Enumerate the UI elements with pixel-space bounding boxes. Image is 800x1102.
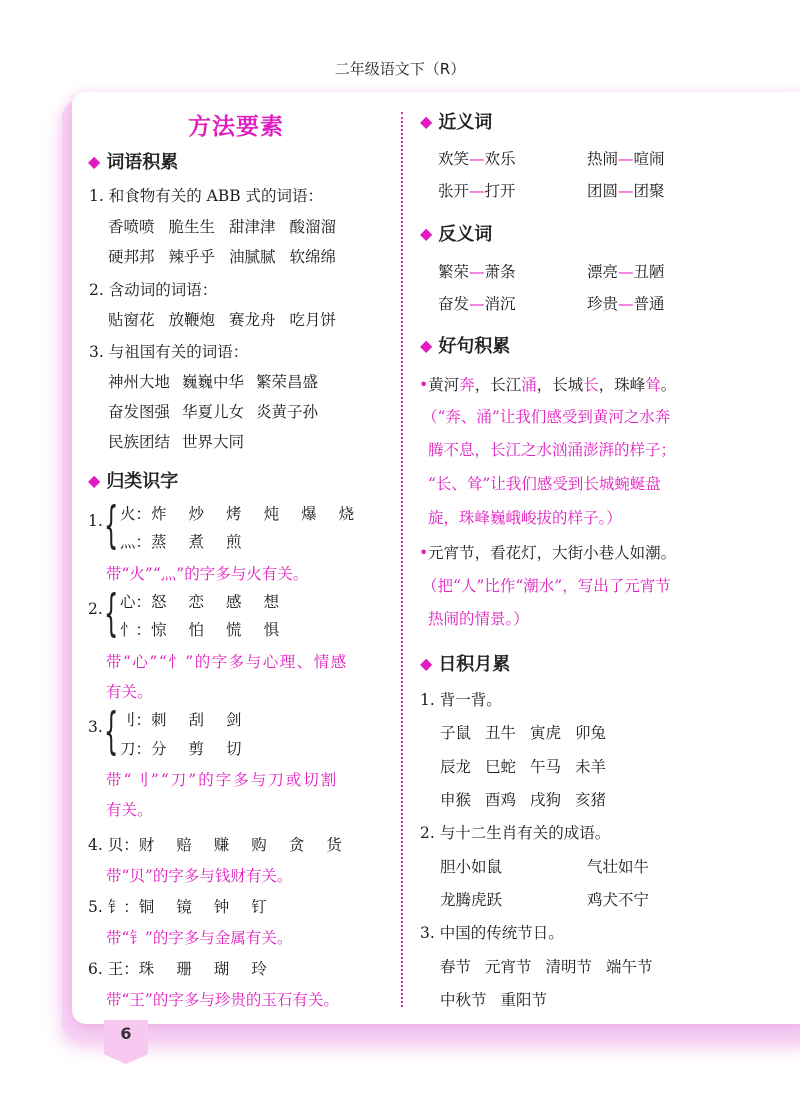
char: 剑: [226, 711, 242, 729]
radical-label: 6. 王：: [88, 960, 139, 978]
radical-label: 灬：: [120, 533, 152, 551]
sentence-note: 腾不息，长江之水汹涌澎湃的样子；: [428, 441, 677, 459]
char: 烤: [226, 505, 242, 523]
word: 亥猪: [575, 791, 607, 809]
word: 酉鸡: [485, 791, 517, 809]
word: 中秋节: [440, 991, 487, 1009]
group-note: 带“心”“忄”的字多与心理、情感: [106, 653, 348, 671]
char: 贪: [288, 836, 305, 854]
char: 想: [263, 593, 280, 611]
word: 贴窗花: [108, 311, 155, 329]
radical-row: [120, 502, 376, 524]
vocab-row: [108, 215, 350, 237]
vocab-item-3: 3. 与祖国有关的词语：: [89, 343, 249, 361]
word: 辰龙: [440, 758, 472, 776]
diamond-icon: ◆: [420, 336, 433, 355]
vocab-row: [108, 430, 256, 452]
word: 酸溜溜: [289, 218, 337, 236]
word: 甜津津: [229, 218, 276, 236]
word: 硬邦邦: [108, 248, 155, 266]
char: 瑚: [213, 960, 230, 978]
diamond-icon: ◆: [420, 112, 433, 131]
idiom: 胆小如鼠: [440, 858, 503, 876]
festival-row: [440, 955, 667, 977]
radical-row: [88, 957, 289, 979]
section-heading-accumulation: ◆ 日积月累: [420, 654, 511, 675]
char: 购: [251, 836, 267, 854]
brace-icon: {: [104, 584, 119, 642]
diamond-icon: ◆: [420, 654, 433, 673]
char: 赔: [176, 836, 192, 854]
synonym-pair: 热闹—喧闹: [587, 150, 665, 168]
group-note: 有关。: [106, 801, 153, 819]
word: 午马: [530, 758, 562, 776]
word: 戌狗: [530, 791, 562, 809]
char: 钟: [213, 898, 230, 916]
word: 巳蛇: [485, 758, 517, 776]
char: 惊: [151, 621, 167, 639]
char: 煮: [188, 533, 205, 551]
char: 镜: [176, 898, 192, 916]
vocab-row: [108, 308, 350, 330]
sentence-note: 热闹的情景。）: [428, 610, 529, 628]
idiom: 龙腾虎跃: [440, 891, 503, 909]
bullet-icon: •: [419, 376, 429, 394]
char: 刺: [151, 711, 167, 729]
word: 清明节: [545, 958, 593, 976]
word: 丑牛: [485, 724, 517, 742]
bullet-icon: •: [419, 544, 429, 562]
idiom: 气壮如牛: [587, 858, 650, 876]
section-heading-classify: ◆ 归类识字: [88, 471, 179, 492]
zodiac-row: [440, 721, 620, 743]
word: 放鞭炮: [168, 311, 216, 329]
sentence-note: （“奔、涌”让我们感受到黄河之水奔: [422, 408, 671, 426]
radical-row: [88, 833, 364, 855]
accum-item-1: 1. 背一背。: [420, 691, 502, 709]
brace-icon: {: [104, 496, 119, 554]
char: 炒: [188, 505, 205, 523]
char: 爆: [301, 505, 317, 523]
diamond-icon: ◆: [88, 471, 101, 490]
antonym-pair: 繁荣—萧条: [438, 263, 516, 281]
char: 烧: [338, 505, 355, 523]
radical-row: [120, 737, 264, 759]
accum-item-3: 3. 中国的传统节日。: [420, 924, 564, 942]
char: 惧: [263, 621, 280, 639]
column-divider: [401, 112, 403, 1007]
radical-row: [120, 708, 264, 730]
radical-row: [88, 895, 289, 917]
char: 刮: [188, 711, 205, 729]
word: 端午节: [606, 958, 653, 976]
brace-icon: {: [104, 702, 119, 760]
antonym-pair: 漂亮—丑陋: [587, 263, 665, 281]
word: 神州大地: [108, 373, 171, 391]
radical-label: 4. 贝：: [88, 836, 139, 854]
char: 铜: [138, 898, 155, 916]
zodiac-row: [440, 788, 620, 810]
char: 玲: [251, 960, 267, 978]
char: 慌: [226, 621, 242, 639]
word: 春节: [440, 958, 472, 976]
char: 感: [226, 593, 242, 611]
running-header: 二年级语文下（R）: [334, 60, 466, 78]
word: 辣乎乎: [168, 248, 216, 266]
sentence-1: •黄河奔，长江涌，长城长，珠峰耸。: [419, 376, 677, 394]
char: 炖: [263, 505, 280, 523]
word: 卯兔: [575, 724, 607, 742]
antonym-pair: 奋发—消沉: [438, 295, 516, 313]
section-heading-vocabulary: ◆ 词语积累: [88, 152, 179, 173]
radical-row: [120, 590, 301, 612]
word: 未羊: [575, 758, 607, 776]
radical-row: [120, 618, 301, 640]
sentence-note: 旋，珠峰巍峨峻拔的样子。）: [428, 509, 622, 527]
word: 巍巍中华: [182, 373, 245, 391]
section-heading-synonyms: ◆ 近义词: [420, 112, 493, 133]
word: 华夏儿女: [182, 403, 245, 421]
char: 怒: [151, 593, 167, 611]
char: 珊: [176, 960, 192, 978]
word: 申猴: [440, 791, 472, 809]
sentence-note: （把“人”比作“潮水”，写出了元宵节: [422, 577, 671, 595]
radical-label: 忄：: [120, 621, 152, 639]
word: 香喷喷: [108, 218, 155, 236]
section-heading-sentences: ◆ 好句积累: [420, 336, 511, 357]
char: 恋: [188, 593, 205, 611]
group-number: 2.: [88, 600, 103, 618]
word: 元宵节: [485, 958, 532, 976]
group-number: 1.: [88, 512, 103, 530]
char: 珠: [138, 960, 155, 978]
sentence-2: •元宵节，看花灯，大街小巷人如潮。: [419, 544, 677, 562]
diamond-icon: ◆: [420, 224, 433, 243]
char: 赚: [213, 836, 230, 854]
word: 脆生生: [168, 218, 216, 236]
section-heading-antonyms: ◆ 反义词: [420, 224, 493, 245]
char: 分: [151, 740, 167, 758]
festival-row: [440, 988, 561, 1010]
vocab-row: [108, 245, 350, 267]
vocab-item-2: 2. 含动词的词语：: [89, 281, 218, 299]
group-note: 带“王”的字多与珍贵的玉石有关。: [106, 991, 339, 1009]
radical-label: 火：: [120, 505, 152, 523]
radical-label: 刀：: [120, 740, 152, 758]
radical-label: 5. 钅：: [88, 898, 139, 916]
vocab-row: [108, 370, 330, 392]
char: 切: [226, 740, 242, 758]
group-note: 带“火”“灬”的字多与火有关。: [106, 565, 309, 583]
char: 煎: [226, 533, 242, 551]
char: 炸: [151, 505, 167, 523]
group-note: 有关。: [106, 683, 153, 701]
vocab-row: [108, 400, 330, 422]
char: 蒸: [151, 533, 167, 551]
word: 油腻腻: [229, 248, 276, 266]
radical-label: 心：: [120, 593, 152, 611]
word: 炎黄子孙: [256, 403, 319, 421]
zodiac-row: [440, 755, 620, 777]
word: 重阳节: [500, 991, 548, 1009]
word: 软绵绵: [289, 248, 337, 266]
group-note: 带“贝”的字多与钱财有关。: [106, 867, 293, 885]
word: 寅虎: [530, 724, 562, 742]
word: 奋发图强: [108, 403, 171, 421]
idiom: 鸡犬不宁: [587, 891, 650, 909]
radical-label: 刂：: [120, 711, 152, 729]
accum-item-2: 2. 与十二生肖有关的成语。: [420, 824, 611, 842]
vocab-item-1: 1. 和食物有关的 ABB 式的词语：: [89, 187, 324, 205]
word: 吃月饼: [289, 311, 337, 329]
page-number: 6: [120, 1024, 132, 1043]
synonym-pair: 欢笑—欢乐: [438, 150, 516, 168]
word: 民族团结: [108, 433, 171, 451]
group-note: 带“刂”“刀”的字多与刀或切割: [106, 771, 339, 789]
word: 子鼠: [440, 724, 472, 742]
word: 赛龙舟: [229, 311, 276, 329]
char: 剪: [188, 740, 205, 758]
sentence-note: “长、耸”让我们感受到长城蜿蜒盘: [428, 475, 661, 493]
char: 钉: [251, 898, 267, 916]
char: 怕: [188, 621, 205, 639]
word: 繁荣昌盛: [256, 373, 319, 391]
antonym-pair: 珍贵—普通: [587, 295, 665, 313]
group-note: 带“钅”的字多与金属有关。: [106, 929, 293, 947]
synonym-pair: 团圆—团聚: [587, 182, 665, 200]
char: 财: [138, 836, 155, 854]
char: 货: [326, 836, 342, 854]
page-title: 方法要素: [188, 113, 284, 140]
group-number: 3.: [88, 718, 103, 736]
synonym-pair: 张开—打开: [438, 182, 516, 200]
word: 世界大同: [182, 433, 245, 451]
diamond-icon: ◆: [88, 152, 101, 171]
radical-row: [120, 530, 264, 552]
